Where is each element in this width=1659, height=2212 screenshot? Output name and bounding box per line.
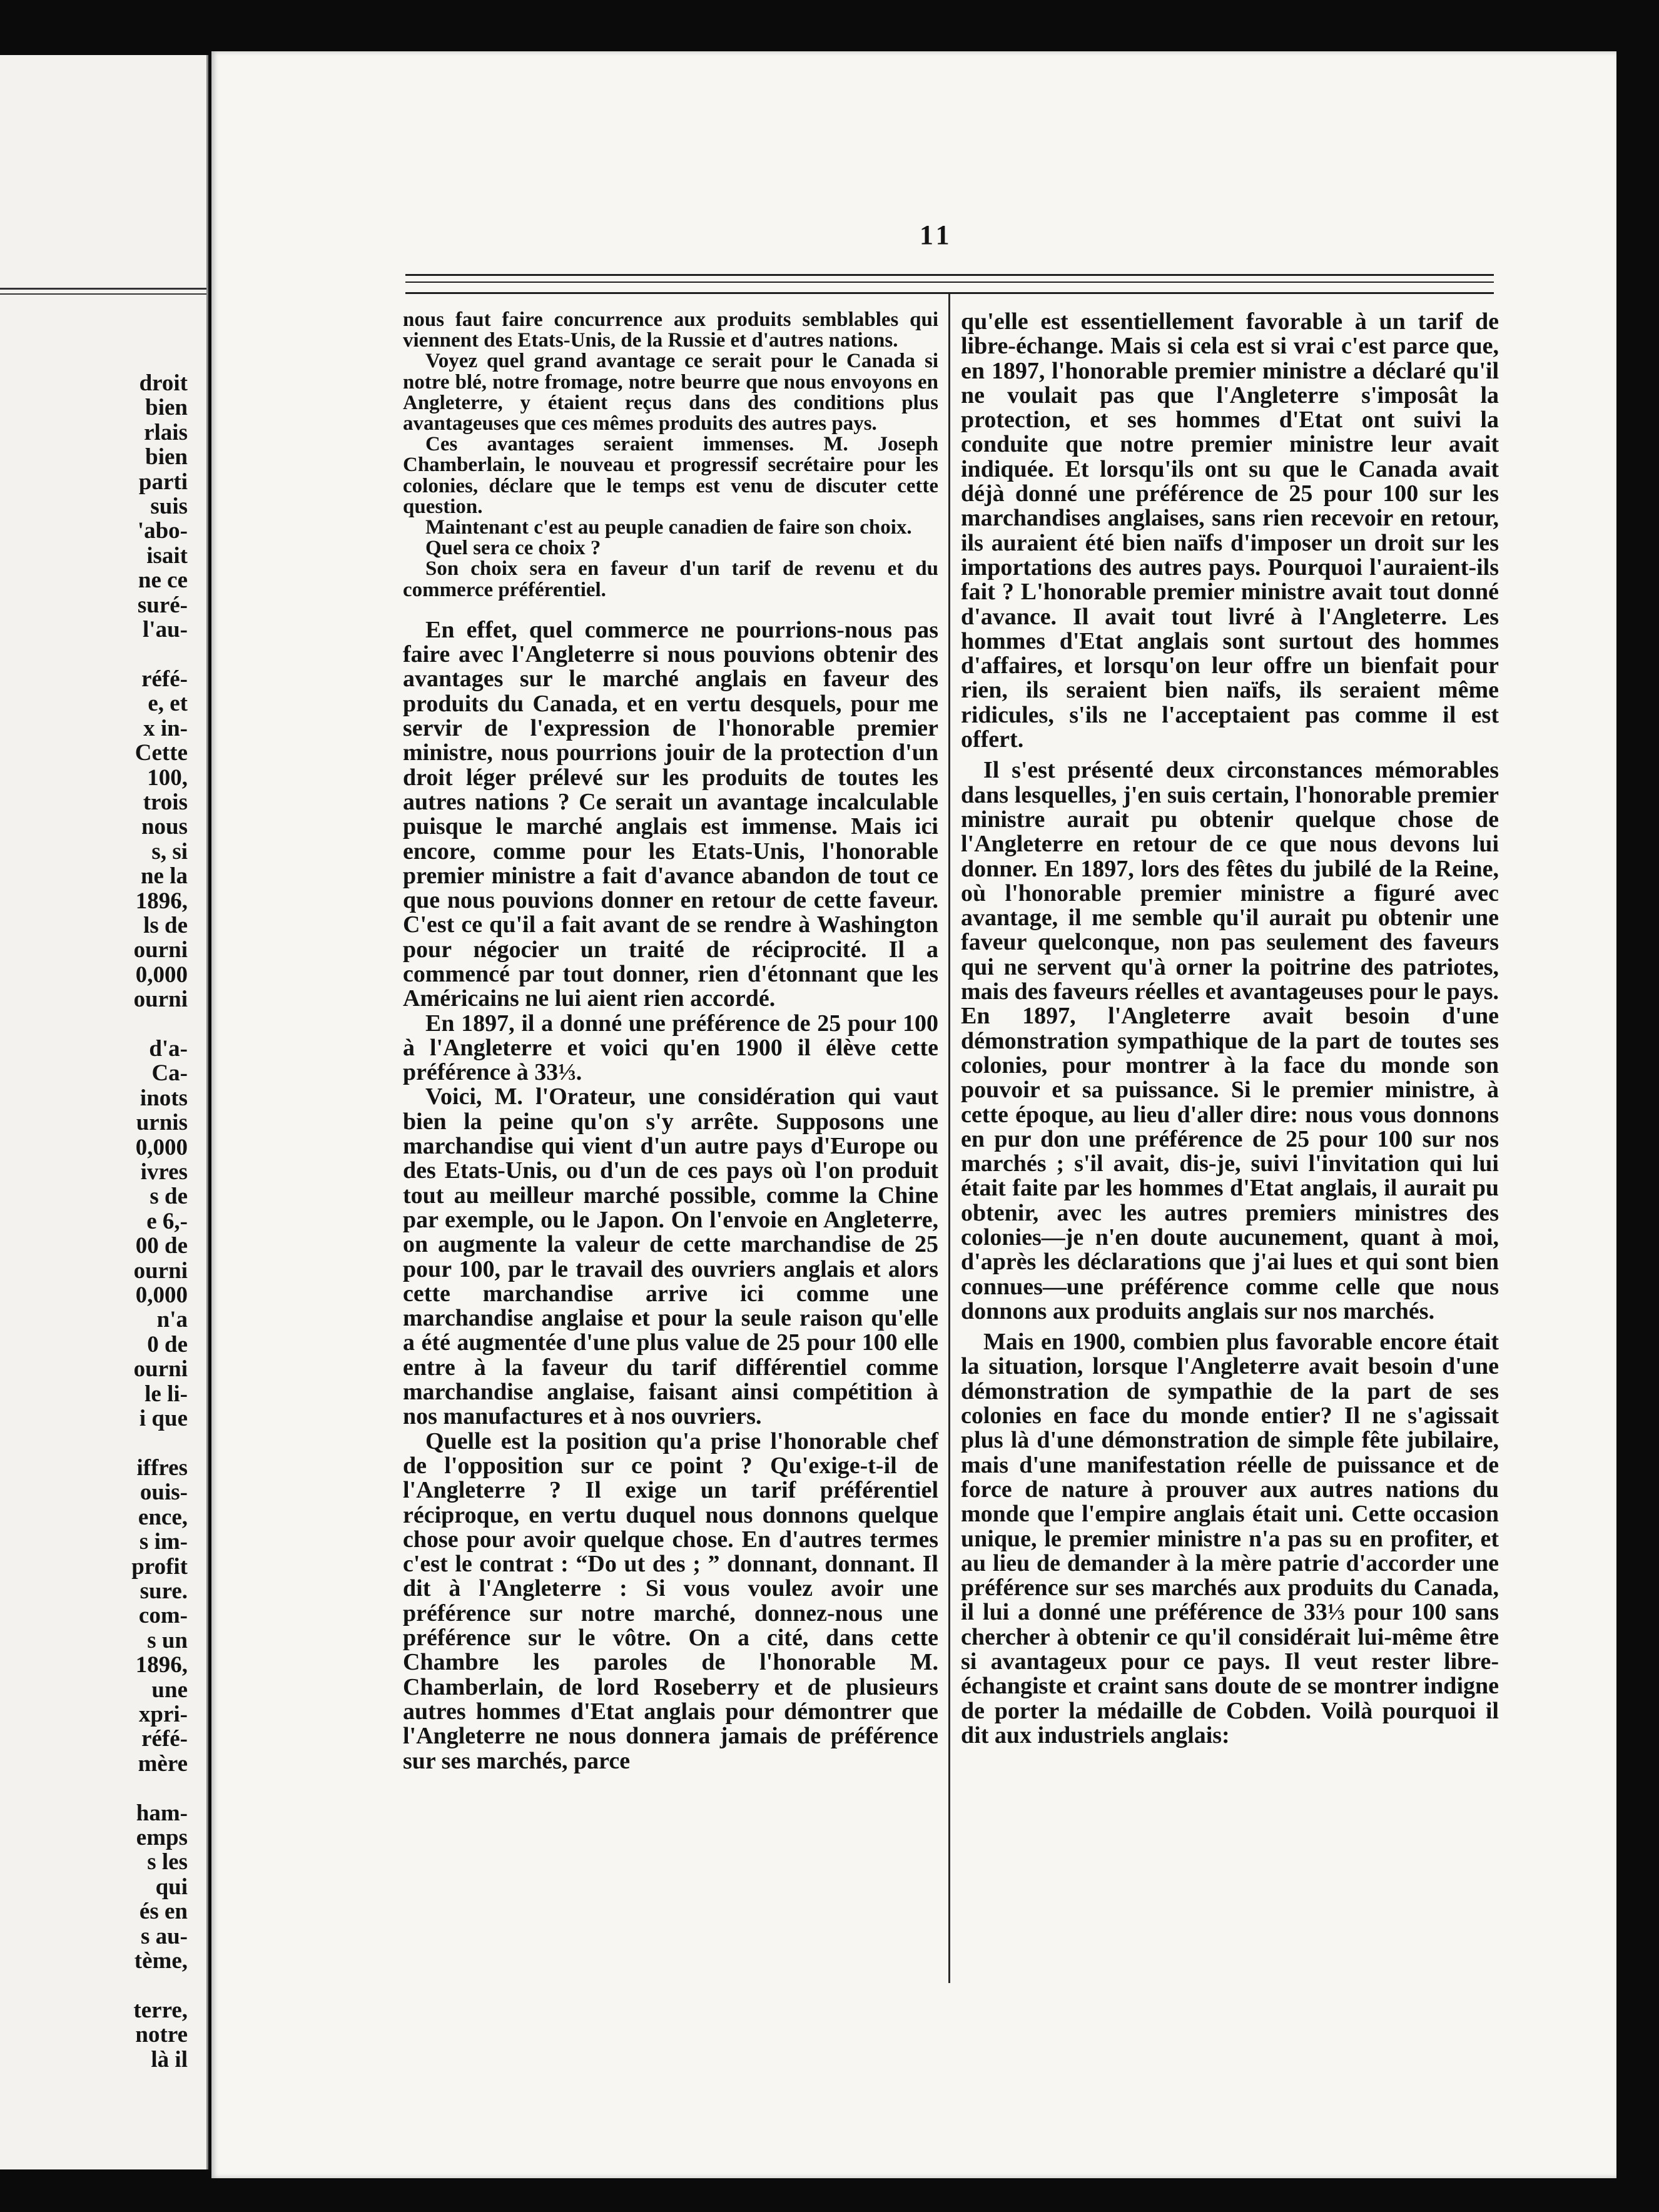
previous-page-line: 00 de (135, 1233, 188, 1259)
previous-page-line: ourni (133, 987, 188, 1013)
previous-page-line: parti (138, 469, 188, 495)
previous-page-line: isait (146, 542, 188, 569)
previous-page-line: urnis (136, 1110, 188, 1136)
previous-page-line: n'a (156, 1307, 188, 1333)
previous-page-line: ence, (138, 1504, 188, 1530)
previous-page-line: e 6,- (146, 1208, 188, 1234)
previous-page-line: réfé- (141, 1726, 188, 1752)
previous-page-line: suis (150, 494, 188, 520)
previous-page-line: 100, (147, 764, 188, 791)
previous-page-line: inots (140, 1085, 188, 1111)
quote-paragraph: Son choix sera en faveur d'un tarif de revenu et du commerce préférentiel. (403, 557, 938, 601)
previous-page-edge (0, 55, 208, 2169)
previous-page-line: s un (147, 1627, 188, 1653)
previous-page-line: 1896, (135, 1652, 188, 1678)
previous-page-line: iffres (136, 1454, 188, 1481)
previous-page-line: s de (150, 1184, 188, 1210)
previous-page-line (0, 1431, 188, 1455)
previous-page-line: xpri- (138, 1701, 188, 1727)
previous-page-line: 0,000 (135, 961, 188, 988)
quote-paragraph: Ces avantages seraient immenses. M. Joseph Chamberlain, le nouveau et progressif secrétaire pour les colonies, déclare que le temps est venu de discuter cette question. (403, 433, 938, 518)
previous-page-line: s im- (139, 1529, 188, 1555)
previous-page-line: sure. (140, 1578, 188, 1604)
previous-page-line (0, 1973, 188, 1997)
previous-page-line: trois (143, 789, 188, 815)
previous-page-line: x in- (143, 715, 188, 741)
previous-page-line: nous (141, 814, 188, 840)
previous-page-line: d'a- (149, 1035, 188, 1062)
previous-page-line: rlais (144, 419, 188, 445)
body-paragraph: En 1897, il a donné une préférence de 25 pour 100 à l'Angleterre et voici qu'en 1900 il élève cette préférence à 33⅓. (403, 1010, 938, 1086)
body-paragraph: En effet, quel commerce ne pourrions-nous pas faire avec l'Angleterre si nous pouvions obtenir des avantages sur le marché anglais en faveur des produits du Canada, et en vertu desquels, pour me servir de l'expression de l'honorable premier ministre, nous pourrions jouir de la protection d'un droit léger prélevé sur les produits de toutes les autres nations ? Ce serait un avantage incalculable puisque le marché anglais est immense. Mais ici encore, comme pour les Etats-Unis, l'honorable premier ministre a fait d'avance abandon de tout ce que nous pouvions donner en retour de cette faveur. C'est ce qu'il a fait avant de se rendre à Washington pour négocier un traité de réciprocité. Il a commencé par tout donner, rien d'étonnant que les Américains ne lui aient rien accordé. (403, 616, 938, 1012)
previous-page-line (0, 1776, 188, 1800)
quote-paragraph: Quel sera ce choix ? (425, 537, 601, 560)
body-paragraph: qu'elle est essentiellement favorable à un tarif de libre-échange. Mais si cela est si vrai c'est parce que, en 1897, l'honorable premier ministre a déclaré qu'il ne voulait pas que l'Angleterre s'imposât la protection, et ses hommes d'Etat ont suivi la conduite que notre premier ministre leur avait indiquée. Et lorsqu'ils ont su que le Canada avait déjà donné une préférence de 25 pour 100 sur les marchandises anglaises, sans rien recevoir en retour, ils auraient été bien naïfs d'imposer un droit sur les importations des autres pays. Pourquoi l'auraient-ils fait ? L'honorable premier ministre avait tout donné d'avance. Il avait tout livré à l'Angleterre. Les hommes d'Etat anglais sont surtout des hommes d'affaires, et lorsqu'on leur offre un bienfait pour rien, ils seraient bien naïfs, ils seraient même ridicules, s'ils ne l'acceptaient pas comme il est offert. (961, 308, 1499, 753)
previous-page-line: ls de (143, 912, 188, 938)
previous-page-line: droit (139, 370, 188, 396)
previous-page-line: ne ce (138, 567, 188, 594)
previous-page-line: ourni (133, 937, 188, 963)
previous-page-line: 0,000 (135, 1134, 188, 1160)
previous-page-line: emps (136, 1824, 188, 1850)
previous-page-line: 0,000 (135, 1282, 188, 1309)
previous-page-line: notre (135, 2022, 188, 2048)
page-number: 11 (920, 220, 953, 250)
quote-paragraph: Voyez quel grand avantage ce serait pour le Canada si notre blé, notre fromage, notre beurre que nous envoyons en Angleterre, y étaient reçus dans des conditions plus avantageuses que ces mêmes produits des autres pays. (403, 350, 938, 435)
body-paragraph: Voici, M. l'Orateur, une considération qui vaut bien la peine qu'on s'y arrête. Supposons une marchandise qui vient d'un autre pays d'Europe ou des Etats-Unis, ou d'un de ces pays où l'on produit tout au meilleur marché possible, comme la Chine par exemple, ou le Japon. On l'envoie en Angleterre, on augmente la valeur de cette marchandise de 25 pour 100, par le travail des ouvriers anglais et alors cette marchandise arrive ici comme une marchandise anglaise et pour la seule raison qu'elle a été augmentée d'une plus value de 25 pour 100 elle entre à la faveur du tarif différentiel comme marchandise anglaise, faisant ainsi compétition à nos manufactures et à nos ouvriers. (403, 1083, 938, 1430)
previous-page-line: ourni (133, 1356, 188, 1382)
previous-page-line: tème, (134, 1948, 188, 1974)
previous-page-line: s au- (140, 1923, 188, 1949)
previous-page-line: bien (145, 395, 188, 421)
previous-page-rule (0, 288, 206, 295)
previous-page-line: e, et (148, 691, 188, 717)
previous-page-line: là il (151, 2046, 188, 2072)
previous-page-line: une (151, 1677, 188, 1703)
previous-page-line: profit (131, 1553, 188, 1580)
previous-page-line: ne la (140, 863, 188, 890)
previous-page-line: ivres (140, 1159, 188, 1185)
previous-page-line (0, 1012, 188, 1037)
previous-page-line: ourni (133, 1257, 188, 1284)
left-column (403, 310, 938, 1773)
previous-page-line: terre, (133, 1997, 188, 2023)
body-paragraph: Quelle est la position qu'a prise l'honorable chef de l'opposition sur ce point ? Qu'exige-t-il de l'Angleterre ? Il exige un tarif préférentiel réciproque, en vertu duquel nous donnons quelque chose pour avoir quelque chose. En d'autres termes c'est le contrat : “Do ut des ; ” donnant, donnant. Il dit à l'Angleterre : Si vous voulez avoir une préférence sur notre marché, donnez-nous une préférence sur le vôtre. On a cité, dans cette Chambre les paroles de l'honorable M. Chamberlain, de lord Roseberry et de plusieurs autres hommes d'Etat anglais pour démontrer que l'Angleterre ne nous donnera jamais de préférence sur ses marchés, parce (403, 1428, 938, 1774)
previous-page-line: Cette (134, 740, 188, 766)
previous-page-line: ouis- (140, 1479, 188, 1506)
previous-page-line: és en (139, 1899, 188, 1925)
previous-page-line: s, si (151, 838, 188, 865)
previous-page-line: qui (155, 1874, 188, 1900)
previous-page-line (0, 642, 188, 666)
right-column (961, 310, 1499, 1748)
header-double-rule (405, 274, 1494, 294)
previous-page-line: 0 de (147, 1331, 188, 1357)
previous-page-line: s les (147, 1849, 188, 1875)
previous-page-line: ham- (136, 1800, 188, 1826)
previous-page-line: 1896, (135, 888, 188, 914)
previous-page-line: suré- (137, 592, 188, 618)
previous-page-line: bien (145, 444, 188, 470)
previous-page-line: mère (138, 1750, 188, 1777)
body-paragraph: Il s'est présenté deux circonstances mémorables dans lesquelles, j'en suis certain, l'honorable premier ministre aurait pu obtenir quelque chose de l'Angleterre en retour de ce que nous devons lui donner. En 1897, lors des fêtes du jubilé de la Reine, où l'honorable premier ministre a figuré avec avantage, il me semble qu'il aurait pu obtenir une faveur quelconque, non pas seulement des faveurs qui ne servent qu'à orner la poitrine des patriotes, mais des faveurs réelles et avantageuses pour le pays. En 1897, l'Angleterre avait besoin d'une démonstration sympathique de la part de toutes ses colonies, pour montrer à la face du monde son pouvoir et sa puissance. Si le premier ministre, à cette époque, au lieu d'aller dire: nous vous donnons en pur don une préférence de 25 pour 100 sur nos marchés ; s'il avait, dis-je, suivi l'invitation qui lui était faite par les hommes d'Etat anglais, il aurait pu obtenir, avec les autres premiers ministres des colonies—je n'en doute aucunement, quant à moi, d'après les déclarations que j'ai lues et qui sont bien connues—une préférence comme celle que nous donnons aux produits anglais sur nos marchés. (961, 757, 1499, 1324)
previous-page-line: 'abo- (137, 518, 188, 544)
previous-page-line: réfé- (141, 666, 188, 692)
previous-page-text-fragments (0, 371, 188, 2072)
column-divider (948, 294, 950, 1983)
previous-page-line: l'au- (143, 617, 188, 643)
previous-page-line: Ca- (151, 1060, 188, 1087)
previous-page-line: i que (139, 1406, 188, 1432)
previous-page-line: com- (138, 1603, 188, 1629)
quote-paragraph: Maintenant c'est au peuple canadien de faire son choix. (425, 516, 912, 539)
previous-page-line: le li- (145, 1381, 188, 1407)
body-paragraph: Mais en 1900, combien plus favorable encore était la situation, lorsque l'Angleterre avait besoin d'une démonstration de sympathie de la part de ses colonies en face du monde entier? Il ne s'agissait plus là d'une démonstration de simple fête jubilaire, mais d'une manifestation réelle de puissance et de force de nature à prouver aux autres nations du monde que l'empire anglais était uni. Cette occasion unique, le premier ministre n'a pas su en profiter, et au lieu de demander à la mère patrie d'accorder une préférence sur ses marchés aux produits du Canada, il lui a donné une préférence de 33⅓ pour 100 sans chercher à obtenir ce qu'il considérait lui-même être si avantageux pour ce pays. Il veut rester libre-échangiste et craint sans doute de se montrer indigne de porter la médaille de Cobden. Voilà pourquoi il dit aux industriels anglais: (961, 1329, 1499, 1748)
quote-paragraph: nous faut faire concurrence aux produits semblables qui viennent des Etats-Unis, de la Russie et d'autres nations. (403, 308, 938, 352)
